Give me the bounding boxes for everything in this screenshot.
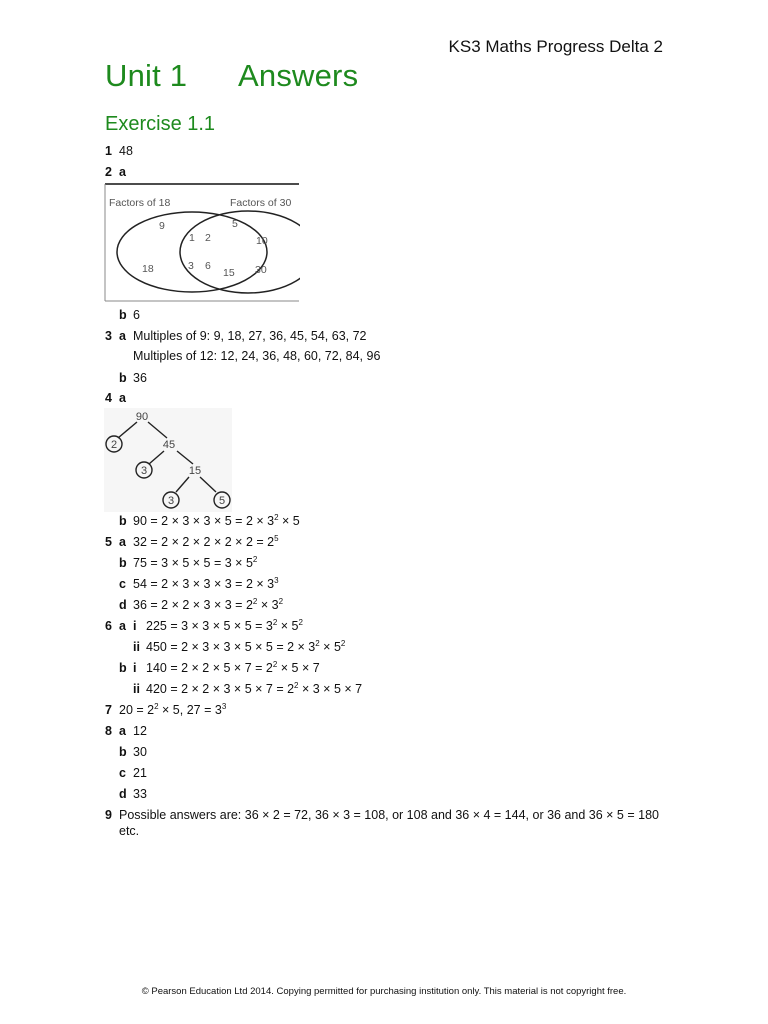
q5-b-answer: $75 = 3 \times 5 \times 5 = 3 \times 5^2$ — [133, 555, 258, 570]
q4-part-b: b — [119, 514, 127, 528]
tree-node: 45 — [162, 439, 176, 451]
q2-b-answer: 6 — [133, 308, 140, 322]
q6-b-ii: ii — [133, 682, 140, 696]
q6-a-ii: ii — [133, 640, 140, 654]
q8-d-answer: 33 — [133, 787, 147, 801]
q8-a-answer: 12 — [133, 724, 147, 738]
q6-b-ii-answer: $420 = 2 \times 2 \times 3 \times 5 \times 7 = 2^2 \times 3 \times 5 \times 7$ — [146, 681, 363, 696]
venn-value: 30 — [255, 264, 267, 276]
q2-part-b: b — [119, 308, 127, 322]
q1-number: 1 — [105, 144, 112, 158]
q8-part-a: a — [119, 724, 126, 738]
venn-value: 3 — [188, 260, 194, 272]
q8-part-d: d — [119, 787, 127, 801]
venn-value: 1 — [189, 232, 195, 244]
q6-part-b: b — [119, 661, 127, 675]
q6-a-ii-answer: $450 = 2 \times 3 \times 3 \times 5 \times 5 = 2 \times 3^2 \times 5^2$ — [146, 639, 346, 654]
exercise-heading: Exercise 1.1 — [105, 113, 216, 135]
q5-part-d: d — [119, 598, 127, 612]
q1-answer: 48 — [119, 144, 133, 158]
tree-leaf: 5 — [218, 495, 226, 507]
q2-number: 2 — [105, 165, 112, 179]
q5-c-answer: $54 = 2 \times 3 \times 3 \times 3 = 2 \times 3^3$ — [133, 576, 279, 591]
venn-value: 6 — [205, 260, 211, 272]
q8-b-answer: 30 — [133, 745, 147, 759]
venn-diagram — [104, 183, 300, 303]
q5-d-answer: $36 = 2 \times 2 \times 3 \times 3 = 2^2 \times 3^2$ — [133, 597, 284, 612]
tree-leaf: 2 — [110, 439, 118, 451]
q9-answer-line2: etc. — [119, 824, 140, 838]
venn-value: 10 — [256, 235, 268, 247]
q8-number: 8 — [105, 724, 112, 738]
q6-a-i-answer: $225 = 3 \times 3 \times 5 \times 5 = 3^2 \times 5^2$ — [146, 618, 303, 633]
page-header: KS3 Maths Progress Delta 2 — [448, 37, 663, 56]
q5-part-c: c — [119, 577, 126, 591]
q8-c-answer: 21 — [133, 766, 147, 780]
q9-answer-line1: Possible answers are: 36 × 2 = 72, 36 × 3 = 108, or 108 and 36 × 4 = 144, or 36 and 36 × 5 = 180 — [119, 808, 659, 822]
q3-b-answer: 36 — [133, 371, 147, 385]
q4-number: 4 — [105, 391, 112, 405]
q5-number: 5 — [105, 535, 112, 549]
q4-part-a: a — [119, 391, 126, 405]
tree-leaf: 3 — [140, 465, 148, 477]
q7-number: 7 — [105, 703, 112, 717]
q5-a-answer: $32 = 2 \times 2 \times 2 \times 2 \times 2 = 2^5$ — [133, 534, 279, 549]
tree-leaf: 3 — [167, 495, 175, 507]
q4-b-answer: $90 = 2 \times 3 \times 3 \times 5 = 2 \times 3^2 \times 5$ — [133, 513, 300, 528]
q9-number: 9 — [105, 808, 112, 822]
q6-b-i: i — [133, 661, 137, 675]
q3-a-line2: Multiples of 12: 12, 24, 36, 48, 60, 72, 84, 96 — [133, 349, 381, 363]
venn-right-circle — [180, 211, 300, 293]
venn-value: 18 — [142, 263, 154, 275]
q6-b-i-answer: $140 = 2 \times 2 \times 5 \times 7 = 2^2 \times 5 \times 7$ — [146, 660, 320, 675]
venn-left-circle — [117, 212, 267, 292]
page-title — [105, 58, 359, 94]
q6-a-i: i — [133, 619, 137, 633]
q3-number: 3 — [105, 329, 112, 343]
venn-right-label: Factors of 30 — [230, 197, 292, 209]
venn-left-label: Factors of 18 — [109, 197, 171, 209]
q6-number: 6 — [105, 619, 112, 633]
unit-label: Unit 1 — [105, 58, 188, 93]
q5-part-a: a — [119, 535, 126, 549]
answers-label: Answers — [238, 58, 359, 93]
venn-value: 5 — [232, 218, 238, 230]
q3-a-line1: Multiples of 9: 9, 18, 27, 36, 45, 54, 63, 72 — [133, 329, 367, 343]
page-footer: © Pearson Education Ltd 2014. Copying permitted for purchasing institution only. This material is not copyright free. — [141, 986, 627, 997]
q8-part-c: c — [119, 766, 126, 780]
q3-part-a: a — [119, 329, 126, 343]
tree-node: 90 — [135, 411, 149, 423]
q6-part-a: a — [119, 619, 126, 633]
venn-value: 2 — [205, 232, 211, 244]
q5-part-b: b — [119, 556, 127, 570]
q2-part-a: a — [119, 165, 126, 179]
venn-value: 9 — [159, 220, 165, 232]
factor-tree — [104, 408, 232, 512]
q8-part-b: b — [119, 745, 127, 759]
venn-value: 15 — [223, 267, 235, 279]
q3-part-b: b — [119, 371, 127, 385]
tree-node: 15 — [188, 465, 202, 477]
q7-answer: $20 = 2^2 \times 5$, $27 = 3^3$ — [119, 702, 227, 717]
